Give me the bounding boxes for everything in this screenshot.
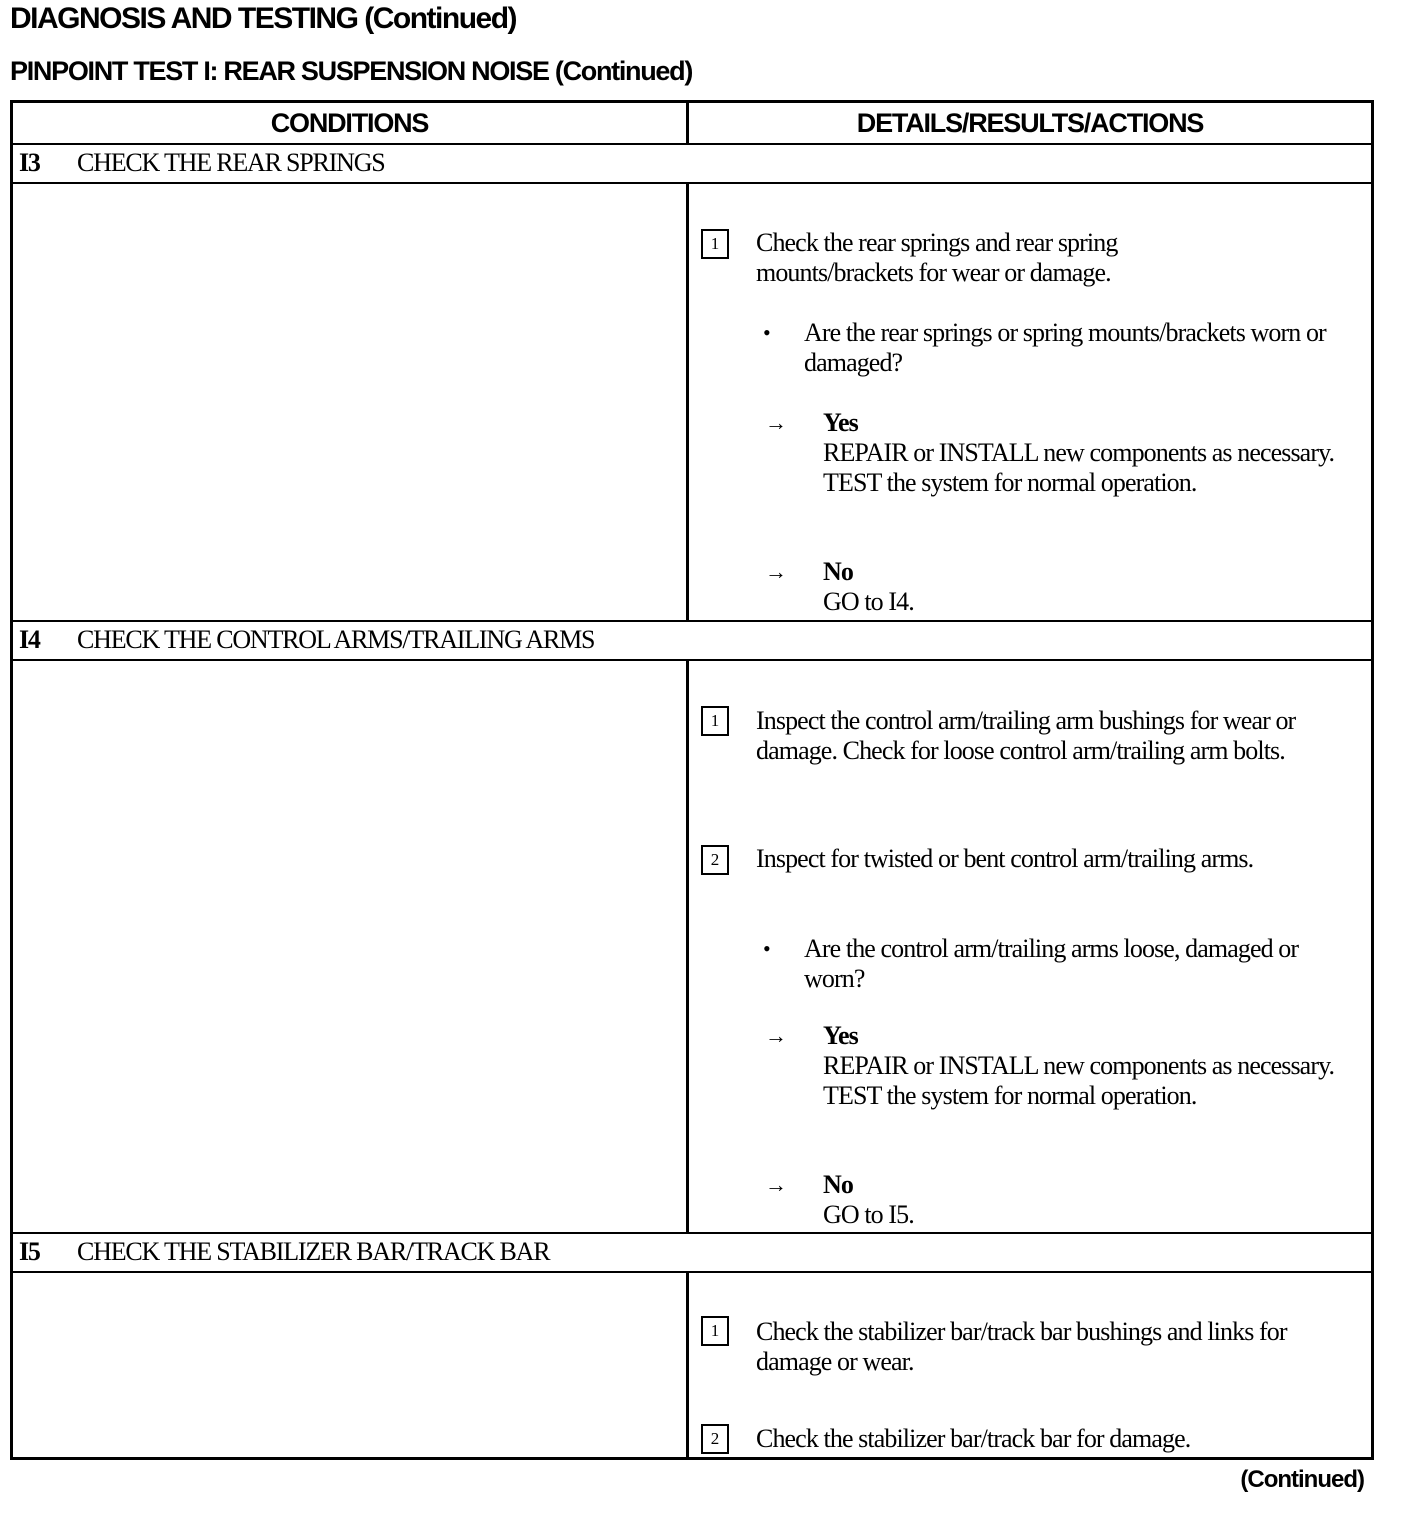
- column-divider: [686, 103, 689, 143]
- pinpoint-test-title: PINPOINT TEST I: REAR SUSPENSION NOISE (Continued): [10, 56, 693, 86]
- column-divider: [686, 1272, 689, 1460]
- result-no-label: No: [823, 557, 853, 586]
- result-yes-action: REPAIR or INSTALL new components as necessary. TEST the system for normal operation.: [823, 1051, 1335, 1110]
- document-title: DIAGNOSIS AND TESTING (Continued): [10, 2, 517, 35]
- step-number-box: 1: [701, 229, 729, 259]
- step-number-box: 1: [701, 1316, 729, 1346]
- section-header-i3: [19, 144, 385, 182]
- section-header-i5: [19, 1233, 549, 1271]
- details-column-header: DETAILS/RESULTS/ACTIONS: [856, 108, 1204, 138]
- section-title: CHECK THE REAR SPRINGS: [77, 148, 385, 177]
- arrow-right-icon: →: [765, 1023, 787, 1048]
- section-title: CHECK THE CONTROL ARMS/TRAILING ARMS: [77, 625, 595, 654]
- pinpoint-test-table: [10, 100, 1374, 1460]
- step-text: Inspect the control arm/trailing arm bushings for wear or damage. Check for loose control arm/trailing arm bolts.: [756, 706, 1296, 765]
- conditions-column-header: CONDITIONS: [270, 108, 429, 138]
- section-id: I4: [19, 625, 40, 654]
- step-number-box: 2: [701, 845, 729, 875]
- arrow-right-icon: →: [765, 559, 787, 584]
- column-divider: [686, 183, 689, 620]
- step-text: Check the stabilizer bar/track bar for damage.: [756, 1424, 1191, 1453]
- step-text: Check the stabilizer bar/track bar bushings and links for damage or wear.: [756, 1317, 1287, 1376]
- step-number-box: 2: [701, 1424, 729, 1454]
- step-number-box: 1: [701, 706, 729, 736]
- section-id: I3: [19, 148, 40, 177]
- arrow-right-icon: →: [765, 410, 787, 435]
- table-rule: [13, 1271, 1371, 1273]
- question-text: Are the control arm/trailing arms loose, damaged or worn?: [804, 934, 1299, 993]
- result-no-action: GO to I5.: [823, 1200, 914, 1229]
- result-yes-label: Yes: [823, 1021, 858, 1050]
- table-rule: [13, 659, 1371, 661]
- section-title: CHECK THE STABILIZER BAR/TRACK BAR: [77, 1237, 550, 1266]
- step-text: Inspect for twisted or bent control arm/trailing arms.: [756, 844, 1254, 873]
- bullet-icon: •: [763, 320, 771, 345]
- section-header-i4: [19, 621, 594, 659]
- section-id: I5: [19, 1237, 40, 1266]
- bullet-icon: •: [763, 936, 771, 961]
- result-yes-action: REPAIR or INSTALL new components as necessary. TEST the system for normal operation.: [823, 438, 1335, 497]
- question-text: Are the rear springs or spring mounts/brackets worn or damaged?: [804, 318, 1326, 377]
- arrow-right-icon: →: [765, 1172, 787, 1197]
- result-no-action: GO to I4.: [823, 587, 914, 616]
- column-divider: [686, 660, 689, 1232]
- continued-note: (Continued): [1240, 1466, 1364, 1493]
- step-text: Check the rear springs and rear spring mounts/brackets for wear or damage.: [756, 228, 1118, 287]
- result-yes-label: Yes: [823, 408, 858, 437]
- table-rule: [13, 182, 1371, 184]
- result-no-label: No: [823, 1170, 853, 1199]
